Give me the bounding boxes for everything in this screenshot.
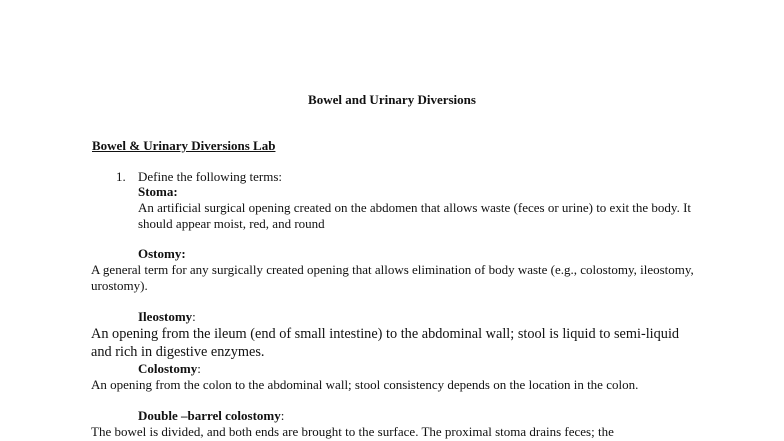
term-ileostomy-label: Ileostomy — [138, 309, 193, 324]
definition-stoma: An artificial surgical opening created on the abdomen that allows waste (feces or urine) to exit the body. It should appear moist, red, and round — [138, 200, 692, 231]
question-number: 1. — [116, 169, 126, 184]
term-ileostomy-colon: : — [192, 309, 196, 324]
question-text: Define the following terms: — [138, 169, 283, 184]
question-item — [116, 169, 282, 185]
term-colostomy-colon: : — [197, 361, 201, 376]
term-double-barrel-colostomy — [138, 408, 284, 424]
term-double-barrel-label: Double –barrel colostomy — [138, 408, 281, 423]
definition-ileostomy: An opening from the ileum (end of small intestine) to the abdominal wall; stool is liquid to semi-liquid and rich in digestive enzymes. — [91, 326, 680, 360]
term-colostomy-label: Colostomy — [138, 361, 198, 376]
lab-heading: Bowel & Urinary Diversions Lab — [92, 138, 276, 153]
document-title: Bowel and Urinary Diversions — [308, 92, 476, 107]
term-double-barrel-colon: : — [280, 408, 285, 423]
definition-ostomy: A general term for any surgically created opening that allows elimination of body waste (e.g., colostomy, ileostomy, urostomy). — [91, 262, 694, 293]
term-colostomy — [138, 361, 201, 377]
term-ileostomy — [138, 309, 196, 325]
term-stoma: Stoma: — [138, 184, 178, 199]
definition-colostomy: An opening from the colon to the abdominal wall; stool consistency depends on the location in the colon. — [91, 377, 639, 392]
definition-double-barrel-colostomy: The bowel is divided, and both ends are brought to the surface. The proximal stoma drains feces; the — [91, 424, 614, 439]
term-ostomy: Ostomy: — [138, 246, 186, 261]
